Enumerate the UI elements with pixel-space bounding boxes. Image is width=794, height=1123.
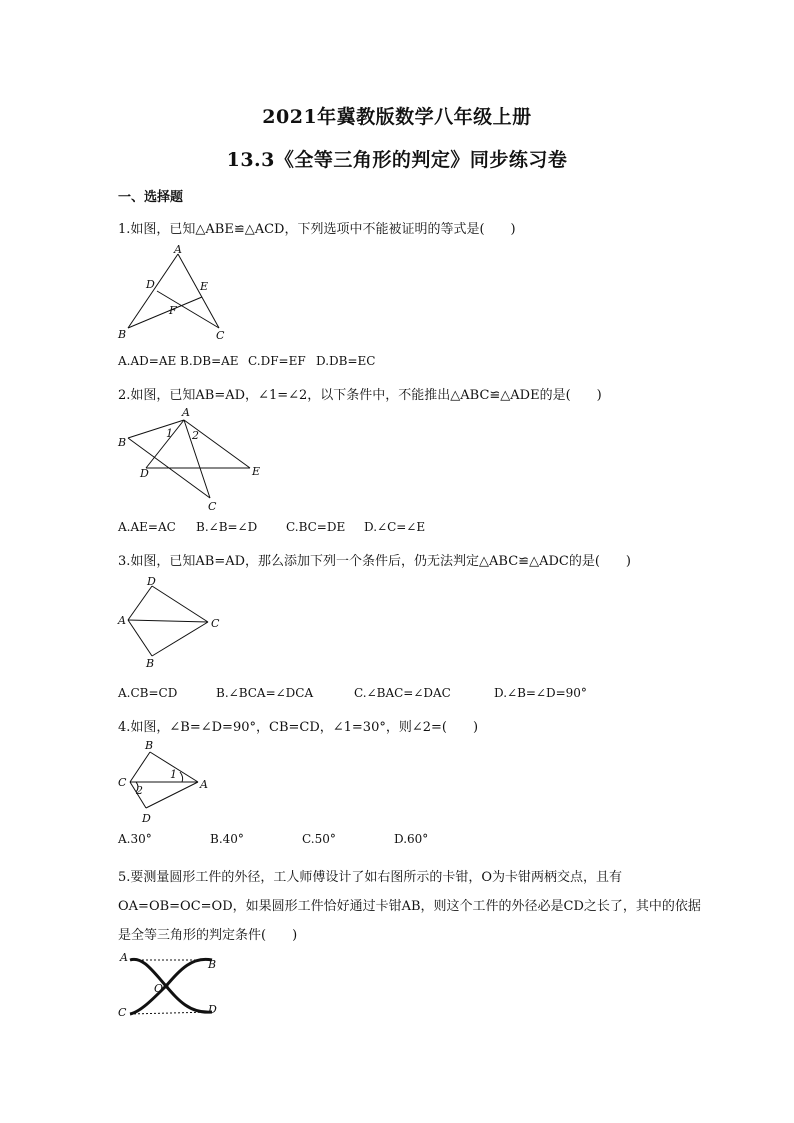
figure-label: A: [118, 614, 126, 627]
figure-label: 1: [170, 768, 177, 781]
figure-label: A: [174, 243, 182, 256]
option-b[interactable]: B.40°: [210, 832, 244, 846]
option-a[interactable]: A.30°: [118, 832, 152, 846]
figure-label: 2: [192, 429, 199, 442]
question-2-stem: 2.如图，已知AB=AD，∠1=∠2，以下条件中，不能推出△ABC≌△ADE的是( ): [118, 388, 602, 403]
figure-label: D: [147, 575, 156, 588]
figure-label: C: [216, 329, 225, 342]
option-b[interactable]: B.∠B=∠D: [196, 520, 258, 534]
option-b[interactable]: B.∠BCA=∠DCA: [216, 686, 314, 700]
option-d[interactable]: D.∠B=∠D=90°: [494, 686, 587, 700]
figure-label: E: [200, 280, 209, 293]
option-c[interactable]: C.∠BAC=∠DAC: [354, 686, 451, 700]
option-d[interactable]: D.∠C=∠E: [364, 520, 426, 534]
option-b[interactable]: B.DB=AE: [180, 354, 239, 368]
question-5-stem-line-2: OA=OB=OC=OD，如果圆形工件恰好通过卡钳AB，则这个工件的外径必是CD之长了，其中的依据: [118, 899, 701, 914]
figure-label: A: [182, 406, 190, 419]
question-5-stem-line-1: 5.要测量圆形工件的外径，工人师傅设计了如右图所示的卡钳，O为卡钳两柄交点，且有: [118, 870, 623, 885]
option-a[interactable]: A.CB=CD: [118, 686, 178, 700]
figure-label: B: [146, 657, 155, 670]
figure-label: D: [146, 278, 155, 291]
figure-label: B: [118, 328, 127, 341]
question-5-caliper-figure: [116, 950, 226, 1026]
question-4-figure: [114, 738, 214, 826]
question-2-options: [118, 520, 425, 534]
figure-label: B: [118, 436, 127, 449]
option-c[interactable]: C.BC=DE: [286, 520, 346, 534]
figure-label: C: [118, 1006, 127, 1019]
option-d[interactable]: D.DB=EC: [316, 354, 376, 368]
question-1-options: [118, 354, 375, 368]
question-1-stem: 1.如图，已知△ABE≌△ACD，下列选项中不能被证明的等式是( ): [118, 222, 516, 237]
figure-label: A: [200, 778, 208, 791]
figure-label: B: [208, 958, 217, 971]
option-a[interactable]: A.AD=AE: [118, 354, 177, 368]
section-heading: 一、选择题: [118, 190, 184, 205]
document-title: 2021年冀教版数学八年级上册: [262, 106, 532, 128]
figure-label: C: [211, 617, 220, 630]
question-3-stem: 3.如图，已知AB=AD，那么添加下列一个条件后，仍无法判定△ABC≌△ADC的是( ): [118, 554, 631, 569]
question-1-figure: [116, 242, 236, 342]
figure-label: 1: [166, 427, 173, 440]
figure-label: C: [118, 776, 127, 789]
figure-label: A: [120, 951, 128, 964]
option-c[interactable]: C.DF=EF: [248, 354, 306, 368]
document-subtitle: 13.3《全等三角形的判定》同步练习卷: [226, 149, 568, 171]
figure-label: 2: [136, 784, 143, 797]
figure-label: D: [140, 467, 149, 480]
figure-label: D: [208, 1003, 217, 1016]
question-4-options: [118, 832, 428, 846]
figure-label: F: [169, 304, 177, 317]
figure-label: O: [154, 982, 164, 995]
question-4-stem: 4.如图，∠B=∠D=90°，CB=CD，∠1=30°，则∠2=( ): [118, 720, 479, 735]
question-2-figure: [116, 404, 276, 516]
question-3-options: [118, 686, 587, 700]
option-d[interactable]: D.60°: [394, 832, 429, 846]
question-5-stem-line-3: 是全等三角形的判定条件( ): [118, 928, 298, 943]
option-c[interactable]: C.50°: [302, 832, 336, 846]
figure-label: C: [208, 500, 217, 513]
figure-label: B: [145, 739, 154, 752]
question-3-figure: [116, 574, 236, 674]
figure-label: D: [142, 812, 151, 825]
option-a[interactable]: A.AE=AC: [118, 520, 176, 534]
figure-label: E: [252, 465, 261, 478]
